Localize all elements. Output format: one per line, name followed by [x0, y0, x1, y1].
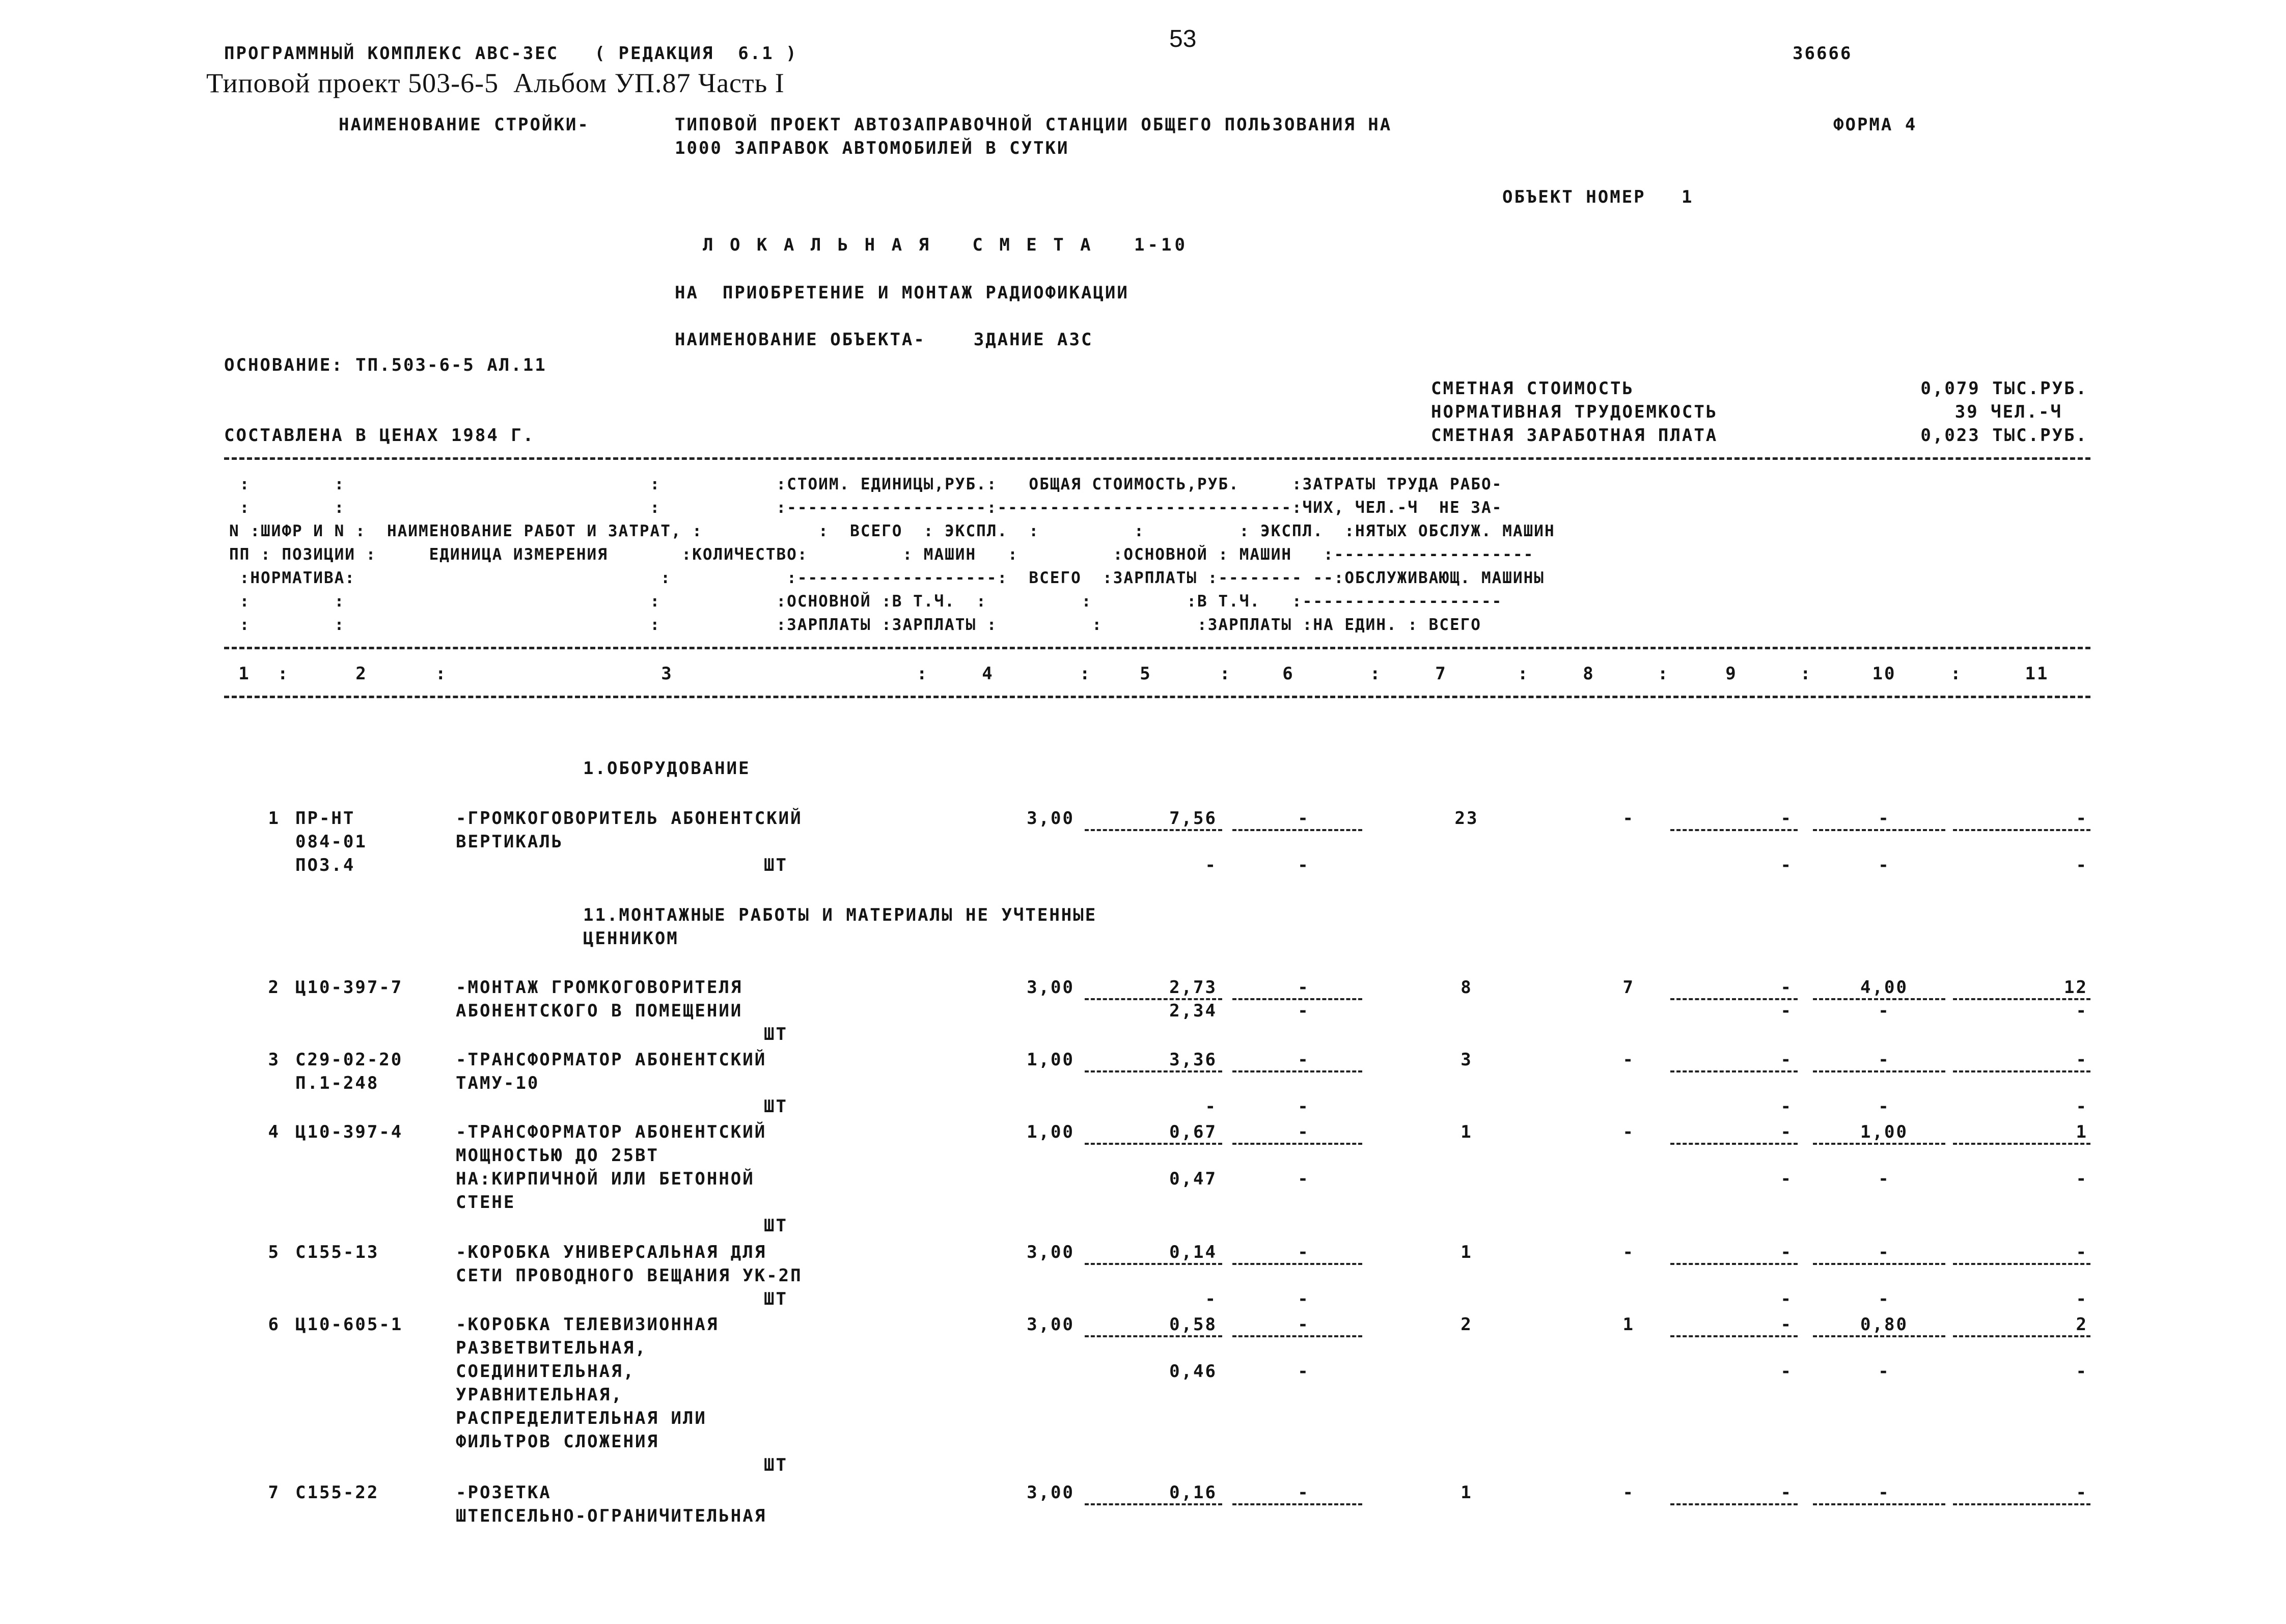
column-separator: :	[1220, 664, 1232, 684]
row-service-total: -	[2076, 1289, 2088, 1309]
row-total-salary: -	[1622, 1050, 1635, 1070]
form-label: ФОРМА 4	[1833, 115, 1917, 135]
row-quantity: 3,00	[1027, 808, 1075, 829]
subtotal-rule	[1813, 829, 1945, 831]
table-header-line: : : : :-------------------:----------------------------:ЧИХ, ЧЕЛ.-Ч НЕ ЗА-	[229, 499, 1503, 517]
row-unit-total: 0,58	[1169, 1314, 1217, 1335]
row-total-machines: -	[1780, 1242, 1793, 1262]
row-service-total: -	[2076, 855, 2088, 875]
row-number: 5	[268, 1242, 280, 1262]
row-labor-total: 12	[2064, 977, 2088, 998]
row-code: 084-01	[295, 832, 367, 852]
subtotal-rule	[1953, 829, 2090, 831]
section-title: 1.ОБОРУДОВАНИЕ	[583, 758, 751, 779]
row-service-total: -	[2076, 1169, 2088, 1189]
page-number: 53	[1169, 25, 1197, 52]
row-quantity: 1,00	[1027, 1122, 1075, 1142]
subtotal-rule	[1085, 1263, 1222, 1265]
basis: ОСНОВАНИЕ: ТП.503-6-5 АЛ.11	[224, 355, 547, 375]
row-name: -ТРАНСФОРМАТОР АБОНЕНТСКИЙ	[456, 1122, 767, 1142]
row-unit-machines: -	[1298, 1122, 1310, 1142]
row-total: 3	[1461, 1050, 1473, 1070]
subtotal-rule	[1085, 1335, 1222, 1337]
column-separator: :	[917, 664, 929, 684]
row-service-per-unit: -	[1878, 1289, 1890, 1309]
row-machine-salary: -	[1780, 1361, 1793, 1382]
table-header-line: N :ШИФР И N : НАИМЕНОВАНИЕ РАБОТ И ЗАТРАТ, : : ВСЕГО : ЭКСПЛ. : : : ЭКСПЛ. :НЯТЫХ ОБСЛУЖ. МАШИН	[229, 522, 1555, 540]
col-number: 4	[982, 664, 994, 684]
row-code: С155-22	[295, 1482, 379, 1503]
row-total: 1	[1461, 1482, 1473, 1503]
row-machine-salary: -	[1780, 1096, 1793, 1117]
row-unit-total: 0,14	[1169, 1242, 1217, 1262]
row-number: 1	[268, 808, 280, 829]
row-service-per-unit: -	[1878, 1001, 1890, 1021]
col-number: 5	[1140, 664, 1152, 684]
row-name: СТЕНЕ	[456, 1192, 516, 1213]
row-name: РАСПРЕДЕЛИТЕЛЬНАЯ ИЛИ	[456, 1408, 707, 1428]
row-code: П.1-248	[295, 1073, 379, 1093]
row-unit-salary: -	[1205, 1096, 1217, 1117]
row-service-total: -	[2076, 1096, 2088, 1117]
row-unit-salary: 0,47	[1169, 1169, 1217, 1189]
subtotal-rule	[1085, 1143, 1222, 1145]
row-number: 2	[268, 977, 280, 998]
row-unit-total: 0,67	[1169, 1122, 1217, 1142]
row-service-per-unit: -	[1878, 1169, 1890, 1189]
row-service-per-unit: -	[1878, 855, 1890, 875]
construction-name-2: 1000 ЗАПРАВОК АВТОМОБИЛЕЙ В СУТКИ	[675, 138, 1069, 158]
col-number: 11	[2025, 664, 2049, 684]
row-unit-salary: 0,46	[1169, 1361, 1217, 1382]
row-unit-machine-salary: -	[1298, 1361, 1310, 1382]
subtotal-rule	[1670, 829, 1798, 831]
row-unit-total: 2,73	[1169, 977, 1217, 998]
table-header-rule	[224, 647, 2090, 649]
row-unit-machines: -	[1298, 1242, 1310, 1262]
row-quantity: 3,00	[1027, 1242, 1075, 1262]
subtotal-rule	[1670, 1263, 1798, 1265]
row-unit-salary: 2,34	[1169, 1001, 1217, 1021]
row-service-total: -	[2076, 1361, 2088, 1382]
row-name: -ГРОМКОГОВОРИТЕЛЬ АБОНЕНТСКИЙ	[456, 808, 803, 829]
row-total: 23	[1454, 808, 1479, 829]
row-total-machines: -	[1780, 977, 1793, 998]
row-name: МОЩНОСТЬЮ ДО 25ВТ	[456, 1145, 659, 1166]
subtotal-rule	[1232, 1143, 1362, 1145]
subtotal-rule	[1232, 829, 1362, 831]
row-total-machines: -	[1780, 1482, 1793, 1503]
row-total-machines: -	[1780, 1050, 1793, 1070]
row-code: Ц10-397-4	[295, 1122, 403, 1142]
document-code: 36666	[1793, 43, 1853, 64]
row-unit: ШТ	[764, 1289, 788, 1309]
row-name: СОЕДИНИТЕЛЬНАЯ,	[456, 1361, 636, 1382]
summary-label-cost: СМЕТНАЯ СТОИМОСТЬ	[1431, 378, 1634, 399]
row-machine-salary: -	[1780, 1001, 1793, 1021]
subtotal-rule	[1953, 1335, 2090, 1337]
subtotal-rule	[1232, 1070, 1362, 1072]
row-name: УРАВНИТЕЛЬНАЯ,	[456, 1385, 623, 1405]
col-number: 8	[1583, 664, 1595, 684]
row-labor-total: -	[2076, 1050, 2088, 1070]
row-unit-salary: -	[1205, 1289, 1217, 1309]
row-labor-per-unit: 1,00	[1860, 1122, 1908, 1142]
construction-name-1: ТИПОВОЙ ПРОЕКТ АВТОЗАПРАВОЧНОЙ СТАНЦИИ ОБЩЕГО ПОЛЬЗОВАНИЯ НА	[675, 115, 1392, 135]
row-labor-per-unit: 4,00	[1860, 977, 1908, 998]
row-labor-per-unit: 0,80	[1860, 1314, 1908, 1335]
subtotal-rule	[1670, 1143, 1798, 1145]
object-number: ОБЪЕКТ НОМЕР 1	[1502, 187, 1694, 207]
row-name: АБОНЕНТСКОГО В ПОМЕЩЕНИИ	[456, 1001, 743, 1021]
summary-value-labor: 39 ЧЕЛ.-Ч	[1954, 402, 2062, 422]
row-name: НА:КИРПИЧНОЙ ИЛИ БЕТОННОЙ	[456, 1169, 755, 1189]
col-number: 3	[661, 664, 673, 684]
subtotal-rule	[1670, 1070, 1798, 1072]
row-labor-total: -	[2076, 1482, 2088, 1503]
row-code: С155-13	[295, 1242, 379, 1262]
row-name: РАЗВЕТВИТЕЛЬНАЯ,	[456, 1338, 647, 1358]
row-name: -МОНТАЖ ГРОМКОГОВОРИТЕЛЯ	[456, 977, 743, 998]
row-number: 6	[268, 1314, 280, 1335]
column-separator: :	[1658, 664, 1670, 684]
row-labor-total: -	[2076, 808, 2088, 829]
row-total-machines: -	[1780, 808, 1793, 829]
row-unit-machines: -	[1298, 808, 1310, 829]
row-labor-per-unit: -	[1878, 1482, 1890, 1503]
row-total-salary: 1	[1622, 1314, 1635, 1335]
subtotal-rule	[1232, 1263, 1362, 1265]
summary-value-cost: 0,079 ТЫС.РУБ.	[1920, 378, 2088, 399]
row-total: 1	[1461, 1122, 1473, 1142]
col-number: 1	[238, 664, 251, 684]
compiled-prices: СОСТАВЛЕНА В ЦЕНАХ 1984 Г.	[224, 425, 535, 446]
document-subtitle: НА ПРИОБРЕТЕНИЕ И МОНТАЖ РАДИОФИКАЦИИ	[675, 283, 1129, 303]
subtotal-rule	[1813, 1070, 1945, 1072]
summary-value-salary: 0,023 ТЫС.РУБ.	[1920, 425, 2088, 446]
row-quantity: 3,00	[1027, 977, 1075, 998]
row-total-salary: 7	[1622, 977, 1635, 998]
row-name: ШТЕПСЕЛЬНО-ОГРАНИЧИТЕЛЬНАЯ	[456, 1506, 767, 1526]
row-code: Ц10-397-7	[295, 977, 403, 998]
program-name: ПРОГРАММНЫЙ КОМПЛЕКС АВС-ЗЕС ( РЕДАКЦИЯ 6.1 )	[224, 43, 798, 64]
row-name: -КОРОБКА ТЕЛЕВИЗИОННАЯ	[456, 1314, 719, 1335]
row-quantity: 3,00	[1027, 1482, 1075, 1503]
subtotal-rule	[1813, 1143, 1945, 1145]
row-name: ФИЛЬТРОВ СЛОЖЕНИЯ	[456, 1432, 659, 1452]
subtotal-rule	[1085, 1503, 1222, 1505]
row-total-salary: -	[1622, 1242, 1635, 1262]
row-name: -КОРОБКА УНИВЕРСАЛЬНАЯ ДЛЯ	[456, 1242, 767, 1262]
subtotal-rule	[1953, 1263, 2090, 1265]
row-total-machines: -	[1780, 1314, 1793, 1335]
row-name: СЕТИ ПРОВОДНОГО ВЕЩАНИЯ УК-2П	[456, 1265, 803, 1286]
row-unit-total: 0,16	[1169, 1482, 1217, 1503]
row-total-machines: -	[1780, 1122, 1793, 1142]
row-unit-machines: -	[1298, 1314, 1310, 1335]
row-total-salary: -	[1622, 808, 1635, 829]
row-machine-salary: -	[1780, 855, 1793, 875]
row-total: 2	[1461, 1314, 1473, 1335]
document-title: Л О К А Л Ь Н А Я С М Е Т А 1-10	[703, 235, 1188, 255]
row-code: Ц10-605-1	[295, 1314, 403, 1335]
subtotal-rule	[1232, 1335, 1362, 1337]
row-unit-machines: -	[1298, 1482, 1310, 1503]
row-unit-machine-salary: -	[1298, 855, 1310, 875]
subtotal-rule	[1953, 1070, 2090, 1072]
subtotal-rule	[1953, 1503, 2090, 1505]
row-unit-machines: -	[1298, 977, 1310, 998]
row-labor-per-unit: -	[1878, 1050, 1890, 1070]
column-separator: :	[1950, 664, 1963, 684]
column-separator: :	[1800, 664, 1812, 684]
row-service-per-unit: -	[1878, 1361, 1890, 1382]
subtotal-rule	[1085, 1070, 1222, 1072]
column-separator: :	[1080, 664, 1092, 684]
table-header-line: :НОРМАТИВА: : :-------------------: ВСЕГО :ЗАРПЛАТЫ :-------- --:ОБСЛУЖИВАЮЩ. МАШИНЫ	[229, 569, 1545, 587]
row-labor-per-unit: -	[1878, 808, 1890, 829]
row-name: -РОЗЕТКА	[456, 1482, 552, 1503]
row-labor-per-unit: -	[1878, 1242, 1890, 1262]
row-unit-salary: -	[1205, 855, 1217, 875]
row-name: ВЕРТИКАЛЬ	[456, 832, 564, 852]
row-unit-machine-salary: -	[1298, 1169, 1310, 1189]
table-header-line: : : : :ОСНОВНОЙ :В Т.Ч. : : :В Т.Ч. :-------------------	[229, 592, 1503, 611]
row-number: 3	[268, 1050, 280, 1070]
subtotal-rule	[1232, 1503, 1362, 1505]
row-total: 1	[1461, 1242, 1473, 1262]
subtotal-rule	[1813, 1335, 1945, 1337]
summary-label-labor: НОРМАТИВНАЯ ТРУДОЕМКОСТЬ	[1431, 402, 1718, 422]
row-labor-total: -	[2076, 1242, 2088, 1262]
project-line: Типовой проект 503-6-5 Альбом УП.87 Часть I	[206, 68, 785, 98]
row-code: ПОЗ.4	[295, 855, 355, 875]
row-unit: ШТ	[764, 1096, 788, 1117]
section-title: 11.МОНТАЖНЫЕ РАБОТЫ И МАТЕРИАЛЫ НЕ УЧТЕННЫЕ	[583, 905, 1097, 925]
row-unit-total: 7,56	[1169, 808, 1217, 829]
row-labor-total: 1	[2076, 1122, 2088, 1142]
column-separator: :	[1518, 664, 1530, 684]
construction-label: НАИМЕНОВАНИЕ СТРОЙКИ-	[339, 115, 590, 135]
col-number: 10	[1872, 664, 1896, 684]
row-unit-total: 3,36	[1169, 1050, 1217, 1070]
row-total-salary: -	[1622, 1482, 1635, 1503]
row-unit: ШТ	[764, 1455, 788, 1475]
row-service-per-unit: -	[1878, 1096, 1890, 1117]
subtotal-rule	[1953, 1143, 2090, 1145]
table-body-rule	[224, 696, 2090, 698]
row-machine-salary: -	[1780, 1169, 1793, 1189]
row-quantity: 1,00	[1027, 1050, 1075, 1070]
row-total: 8	[1461, 977, 1473, 998]
row-unit: ШТ	[764, 1024, 788, 1044]
row-total-salary: -	[1622, 1122, 1635, 1142]
row-name: ТАМУ-10	[456, 1073, 540, 1093]
subtotal-rule	[1670, 1335, 1798, 1337]
summary-label-salary: СМЕТНАЯ ЗАРАБОТНАЯ ПЛАТА	[1431, 425, 1718, 446]
row-labor-total: 2	[2076, 1314, 2088, 1335]
table-top-rule	[224, 457, 2090, 460]
row-unit: ШТ	[764, 1216, 788, 1236]
row-number: 4	[268, 1122, 280, 1142]
row-unit-machine-salary: -	[1298, 1001, 1310, 1021]
row-unit-machine-salary: -	[1298, 1096, 1310, 1117]
object-name: НАИМЕНОВАНИЕ ОБЪЕКТА- ЗДАНИЕ АЗС	[675, 329, 1093, 350]
row-name: -ТРАНСФОРМАТОР АБОНЕНТСКИЙ	[456, 1050, 767, 1070]
row-code: С29-02-20	[295, 1050, 403, 1070]
row-unit-machines: -	[1298, 1050, 1310, 1070]
row-unit-machine-salary: -	[1298, 1289, 1310, 1309]
subtotal-rule	[1670, 1503, 1798, 1505]
col-number: 6	[1282, 664, 1295, 684]
col-number: 7	[1435, 664, 1447, 684]
column-separator: :	[1370, 664, 1382, 684]
subtotal-rule	[1813, 1263, 1945, 1265]
column-separator: :	[435, 664, 448, 684]
col-number: 2	[355, 664, 368, 684]
row-code: ПР-НТ	[295, 808, 355, 829]
column-separator: :	[278, 664, 290, 684]
row-number: 7	[268, 1482, 280, 1503]
subtotal-rule	[1085, 829, 1222, 831]
col-number: 9	[1725, 664, 1738, 684]
row-quantity: 3,00	[1027, 1314, 1075, 1335]
row-service-total: -	[2076, 1001, 2088, 1021]
row-machine-salary: -	[1780, 1289, 1793, 1309]
subtotal-rule	[1813, 1503, 1945, 1505]
table-header-line: : : : :СТОИМ. ЕДИНИЦЫ,РУБ.: ОБЩАЯ СТОИМОСТЬ,РУБ. :ЗАТРАТЫ ТРУДА РАБО-	[229, 475, 1503, 493]
table-header-line: : : : :ЗАРПЛАТЫ :ЗАРПЛАТЫ : : :ЗАРПЛАТЫ :НА ЕДИН. : ВСЕГО	[229, 616, 1481, 634]
row-unit: ШТ	[764, 855, 788, 875]
section-title: ЦЕННИКОМ	[583, 928, 679, 949]
table-header-line: ПП : ПОЗИЦИИ : ЕДИНИЦА ИЗМЕРЕНИЯ :КОЛИЧЕСТВО: : МАШИН : :ОСНОВНОЙ : МАШИН :-------------------	[229, 545, 1534, 564]
